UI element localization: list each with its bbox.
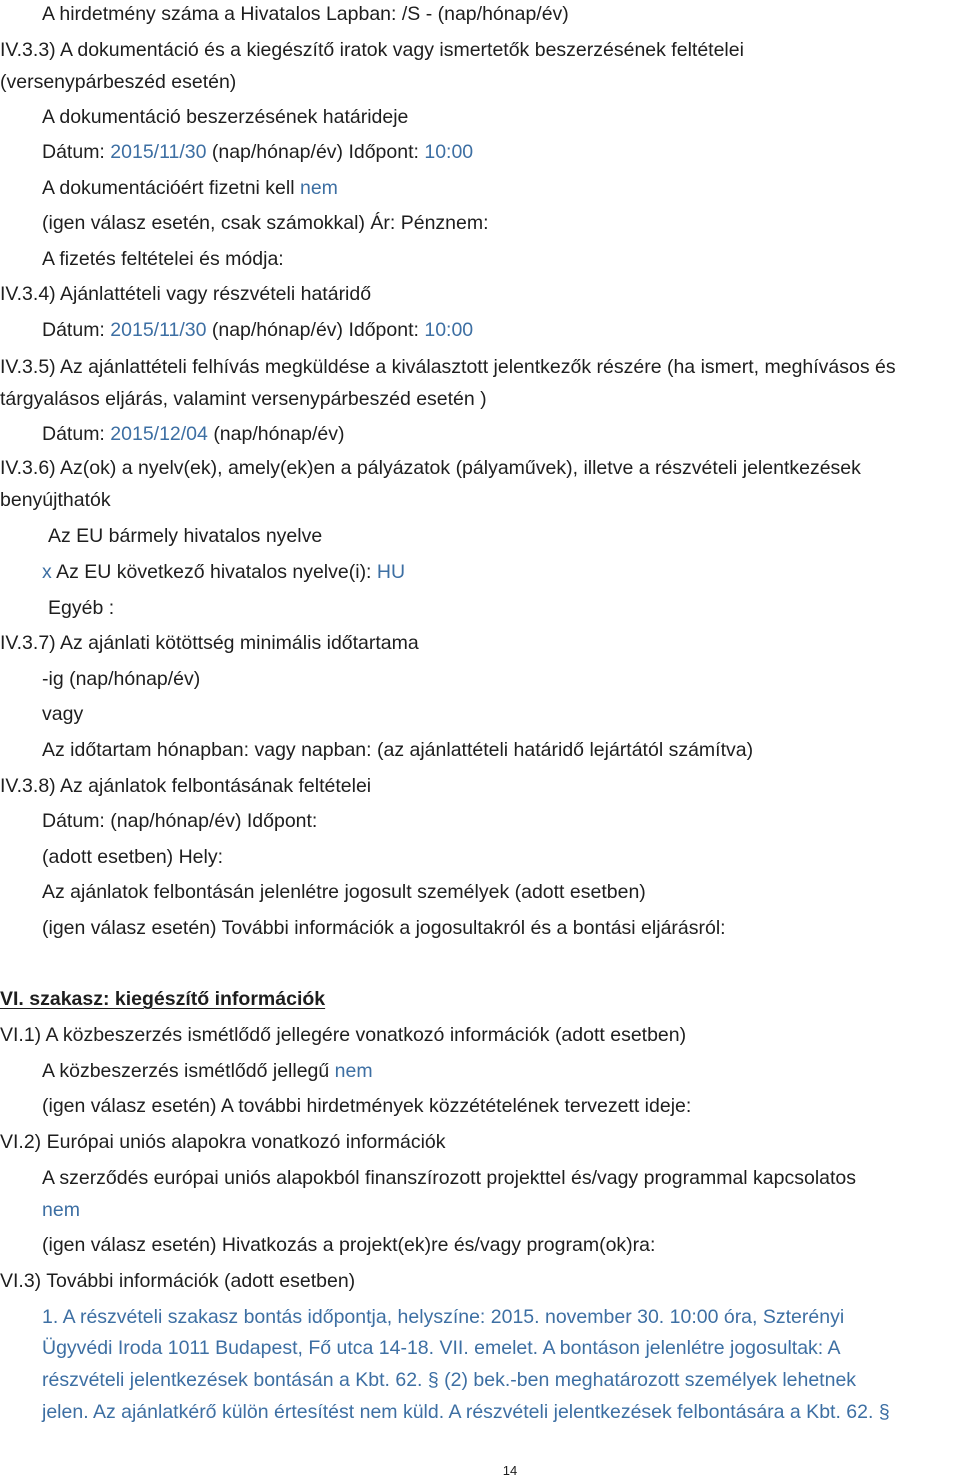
iv-3-4-date-row [42,318,473,342]
iv-3-8-more-info-label: (igen válasz esetén) További információk a jogosultakról és a bontási eljárásról: [42,917,726,939]
payment-label: A dokumentációért fizetni kell [42,177,295,199]
vi-1-heading: VI.1) A közbeszerzés ismétlődő jellegére vonatkozó információk (adott esetben) [0,1024,687,1046]
date-value: 2015/11/30 [110,319,207,341]
vi-3-text-line: részvételi jelentkezések bontásán a Kbt. 62. § (2) bek.-ben meghatározott személyek lehetnek [42,1369,857,1391]
iv-3-5-date-row [42,422,345,446]
iv-3-8-attendees-label: Az ajánlatok felbontásán jelenlétre jogosult személyek (adott esetben) [42,881,646,903]
iv-3-8-date-time-label: Dátum: (nap/hónap/év) Időpont: [42,810,318,832]
notice-number-label: A hirdetmény száma a Hivatalos Lapban: /S - (nap/hónap/év) [42,3,569,25]
date-label: Dátum: [42,141,105,163]
iv-3-7-until-label: -ig (nap/hónap/év) [42,668,201,690]
language-value: HU [376,561,406,583]
time-value: 10:00 [424,319,474,341]
iv-3-3-heading-line-1: IV.3.3) A dokumentáció és a kiegészítő iratok vagy ismertetők beszerzésének feltételei [0,39,744,61]
page-number: 14 [502,1463,518,1478]
vi-2-heading: VI.2) Európai uniós alapokra vonatkozó információk [0,1131,446,1153]
vi-2-reference-label: (igen válasz esetén) Hivatkozás a projekt(ek)re és/vagy program(ok)ra: [42,1234,656,1256]
date-label: Dátum: [42,319,105,341]
iv-3-8-heading: IV.3.8) Az ajánlatok felbontásának feltételei [0,775,372,797]
vi-3-text-line: 1. A részvételi szakasz bontás időpontja, helyszíne: 2015. november 30. 10:00 óra, Szterényi [42,1306,845,1328]
iv-3-5-heading-line-1: IV.3.5) Az ajánlattételi felhívás megküldése a kiválasztott jelentkezők részére (ha ismert, meghívásos és [0,356,896,378]
vi-2-eu-funds-value: nem [42,1199,80,1221]
iv-3-7-heading: IV.3.7) Az ajánlati kötöttség minimális időtartama [0,632,419,654]
time-label: (nap/hónap/év) Időpont: [211,141,419,163]
language-option-label: Az EU következő hivatalos nyelve(i): [56,561,372,583]
iv-3-7-or-label: vagy [42,703,84,725]
date-format-label: (nap/hónap/év) [213,423,345,445]
payment-value: nem [299,177,338,199]
iv-3-3-deadline-label: A dokumentáció beszerzésének határideje [42,106,409,128]
iv-3-6-heading-line-1: IV.3.6) Az(ok) a nyelv(ek), amely(ek)en a pályázatok (pályaművek), illetve a részvételi jelentkezések [0,457,861,479]
recurring-label: A közbeszerzés ismétlődő jellegű [42,1060,330,1082]
iv-3-3-payment-row [42,176,338,200]
iv-3-3-payment-terms-label: A fizetés feltételei és módja: [42,248,284,270]
date-value: 2015/12/04 [110,423,208,445]
vi-2-eu-funds-label: A szerződés európai uniós alapokból finanszírozott projekttel és/vagy programmal kapcsolatos [42,1167,857,1189]
language-option-any: Az EU bármely hivatalos nyelve [48,525,323,547]
time-label: (nap/hónap/év) Időpont: [211,319,419,341]
recurring-value: nem [334,1060,373,1082]
iv-3-3-date-row [42,140,473,164]
iv-3-7-duration-label: Az időtartam hónapban: vagy napban: (az ajánlattételi határidő lejártától számítva) [42,739,754,761]
iv-3-6-heading-line-2: benyújthatók [0,489,111,511]
iv-3-5-heading-line-2: tárgyalásos eljárás, valamint versenypárbeszéd esetén ) [0,388,487,410]
vi-1-next-notices-label: (igen válasz esetén) A további hirdetmények közzétételének tervezett ideje: [42,1095,692,1117]
iv-3-3-price-label: (igen válasz esetén, csak számokkal) Ár: Pénznem: [42,212,489,234]
vi-1-recurring-row [42,1059,373,1083]
vi-3-heading: VI.3) További információk (adott esetben) [0,1270,356,1292]
iv-3-4-heading: IV.3.4) Ajánlattételi vagy részvételi határidő [0,283,372,305]
iv-3-8-place-label: (adott esetben) Hely: [42,846,224,868]
time-value: 10:00 [424,141,474,163]
language-option-specific [42,560,405,584]
vi-3-text-line: Ügyvédi Iroda 1011 Budapest, Fő utca 14-18. VII. emelet. A bontáson jelenlétre jogosultak: A [42,1337,841,1359]
date-label: Dátum: [42,423,105,445]
section-vi-title: VI. szakasz: kiegészítő információk [0,988,326,1010]
vi-3-text-line: jelen. Az ajánlatkérő külön értesítést nem küld. A részvételi jelentkezések felbontására a Kbt. 62. § [42,1401,890,1423]
language-option-other: Egyéb : [48,597,115,619]
selected-marker: x [42,561,52,583]
date-value: 2015/11/30 [110,141,207,163]
iv-3-3-heading-line-2: (versenypárbeszéd esetén) [0,71,237,93]
